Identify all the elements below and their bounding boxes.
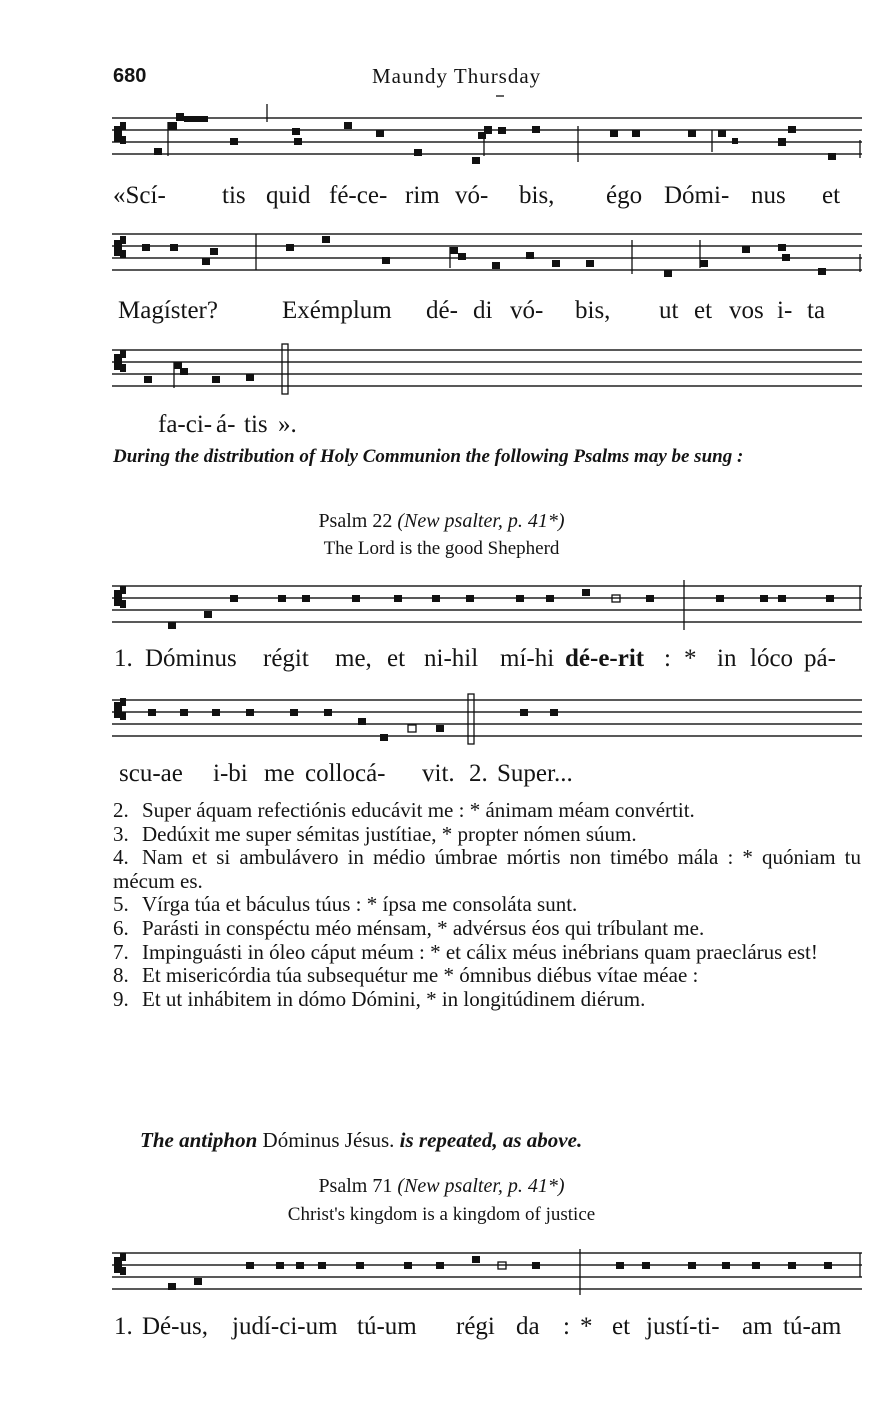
syllable: scu-ae xyxy=(119,760,183,787)
lyric-line xyxy=(0,411,883,443)
verse xyxy=(113,893,861,917)
verse-text: Et ut inhábitem in dómo Dómini, * in longitúdinem diérum. xyxy=(142,986,646,1011)
verse-text: Nam et si ambulávero in médio úmbrae mórtis non timébo mála : * quóniam tu mécum es. xyxy=(113,845,861,893)
verse-text: Vírga túa et báculus túus : * ípsa me consoláta sunt. xyxy=(142,892,578,917)
syllable: vit. xyxy=(422,760,455,787)
syllable: am xyxy=(742,1313,773,1340)
syllable: ta xyxy=(807,297,826,324)
staff-lines xyxy=(112,112,864,172)
syllable: me, xyxy=(335,645,372,672)
syllable: et xyxy=(822,182,841,209)
verse-text: Dedúxit me super sémitas justítiae, * propter nómen súum. xyxy=(142,821,637,846)
syllable: tis xyxy=(222,182,246,209)
lyric-line xyxy=(0,297,883,329)
syllable: di xyxy=(473,297,493,324)
verse xyxy=(113,846,861,893)
psalm-title xyxy=(0,1175,883,1198)
syllable: régit xyxy=(263,645,309,672)
verse-number: 2. xyxy=(113,798,129,822)
chant-staff xyxy=(112,694,864,754)
syllable: Dómi- xyxy=(664,182,730,209)
running-title: Maundy Thursday xyxy=(372,64,542,88)
syllable: et xyxy=(387,645,406,672)
syllable: judí-ci-um xyxy=(232,1313,338,1340)
staff-lines xyxy=(112,1247,864,1307)
syllable: quid xyxy=(266,182,311,209)
syllable: vó- xyxy=(455,182,489,209)
syllable: collocá- xyxy=(305,760,386,787)
staff-lines xyxy=(112,580,864,640)
staff-lines xyxy=(112,694,864,754)
syllable: mí-hi xyxy=(500,645,555,672)
verse-number: 7. xyxy=(113,939,129,964)
syllable: fé-ce- xyxy=(329,182,388,209)
syllable: lóco xyxy=(750,645,794,672)
verse-number: 5. xyxy=(113,892,129,917)
verse xyxy=(113,917,861,941)
verse-number: 3. xyxy=(113,821,129,846)
chant-staff xyxy=(112,228,864,288)
syllable: 1. xyxy=(114,1313,133,1340)
verse-text: Impinguásti in óleo cáput méum : * et cálix méus inébrians quam praeclárus est! xyxy=(142,939,818,964)
verse-text: Parásti in conspéctu méo ménsam, * advérsus éos qui tríbulant me. xyxy=(142,915,705,940)
closing-rubric xyxy=(140,1128,582,1153)
staff-lines xyxy=(112,228,864,288)
syllable: : xyxy=(563,1313,570,1340)
syllable: nus xyxy=(751,182,786,209)
psalm-title xyxy=(0,510,883,533)
lyric-line xyxy=(0,645,883,677)
syllable: * xyxy=(580,1313,593,1340)
lyric-line xyxy=(0,760,883,792)
syllable: égo xyxy=(606,182,643,209)
chant-staff xyxy=(112,1247,864,1307)
syllable: Super... xyxy=(497,760,573,787)
verse-text: Super áquam refectiónis educávit me : * ánimam méam convértit. xyxy=(142,798,695,822)
syllable: tis xyxy=(244,411,268,438)
syllable: régi xyxy=(456,1313,495,1340)
syllable: et xyxy=(612,1313,631,1340)
verse-text: Et misericórdia túa subsequétur me * ómnibus diébus vítae méae : xyxy=(142,963,699,988)
syllable: in xyxy=(717,645,737,672)
lyric-line xyxy=(0,1313,883,1345)
staff-lines xyxy=(112,344,864,404)
closing-part-b: Dóminus Jésus. xyxy=(262,1128,395,1152)
rubric: During the distribution of Holy Communion the following Psalms may be sung : xyxy=(113,446,744,467)
closing-part-a: The antiphon xyxy=(140,1128,258,1152)
syllable: ni-hil xyxy=(424,645,479,672)
chant-staff xyxy=(112,344,864,404)
syllable: vos xyxy=(729,297,764,324)
syllable: pá- xyxy=(804,645,836,672)
verse xyxy=(113,799,861,823)
syllable: bis, xyxy=(575,297,611,324)
psalm-reference: (New psalter, p. 41*) xyxy=(397,510,565,532)
page-number: 680 xyxy=(113,65,147,87)
verse-number: 9. xyxy=(113,986,129,1011)
syllable: justí-ti- xyxy=(646,1313,720,1340)
verse-number: 6. xyxy=(113,915,129,940)
verse xyxy=(113,823,861,847)
syllable: 1. xyxy=(114,645,133,672)
syllable: tú-am xyxy=(783,1313,842,1340)
psalm-verses xyxy=(113,799,861,1011)
syllable: : xyxy=(664,645,671,672)
verse xyxy=(113,988,861,1012)
syllable: á- xyxy=(216,411,236,438)
psalm-subtitle: The Lord is the good Shepherd xyxy=(323,538,560,559)
syllable: rim xyxy=(405,182,440,209)
closing-part-c: is repeated, as above. xyxy=(399,1128,583,1152)
verse xyxy=(113,964,861,988)
syllable: Dóminus xyxy=(145,645,237,672)
syllable: ». xyxy=(278,411,297,438)
syllable: vó- xyxy=(510,297,544,324)
syllable: bis, xyxy=(519,182,555,209)
syllable: me xyxy=(264,760,295,787)
verse-number: 4. xyxy=(113,845,129,870)
syllable: dé-e-rit xyxy=(565,645,645,672)
syllable: * xyxy=(684,645,697,672)
psalm-name: Psalm 22 xyxy=(318,510,393,532)
chant-staff xyxy=(112,112,864,172)
psalm-name: Psalm 71 xyxy=(318,1175,393,1197)
lyric-line xyxy=(0,182,883,214)
psalm-reference: (New psalter, p. 41*) xyxy=(397,1175,565,1197)
syllable: et xyxy=(694,297,713,324)
syllable: Magíster? xyxy=(118,297,218,324)
syllable: Exémplum xyxy=(282,297,392,324)
psalm-subtitle: Christ's kingdom is a kingdom of justice xyxy=(287,1204,596,1225)
syllable: «Scí- xyxy=(113,182,166,209)
syllable: Dé-us, xyxy=(142,1313,208,1340)
verse xyxy=(113,941,861,965)
syllable: da xyxy=(516,1313,540,1340)
syllable: i- xyxy=(777,297,793,324)
syllable: ut xyxy=(659,297,679,324)
syllable: tú-um xyxy=(357,1313,417,1340)
syllable: 2. xyxy=(469,760,488,787)
syllable: i-bi xyxy=(213,760,248,787)
syllable: dé- xyxy=(426,297,458,324)
verse-number: 8. xyxy=(113,963,129,988)
chant-staff xyxy=(112,580,864,640)
syllable: fa-ci- xyxy=(158,411,213,438)
